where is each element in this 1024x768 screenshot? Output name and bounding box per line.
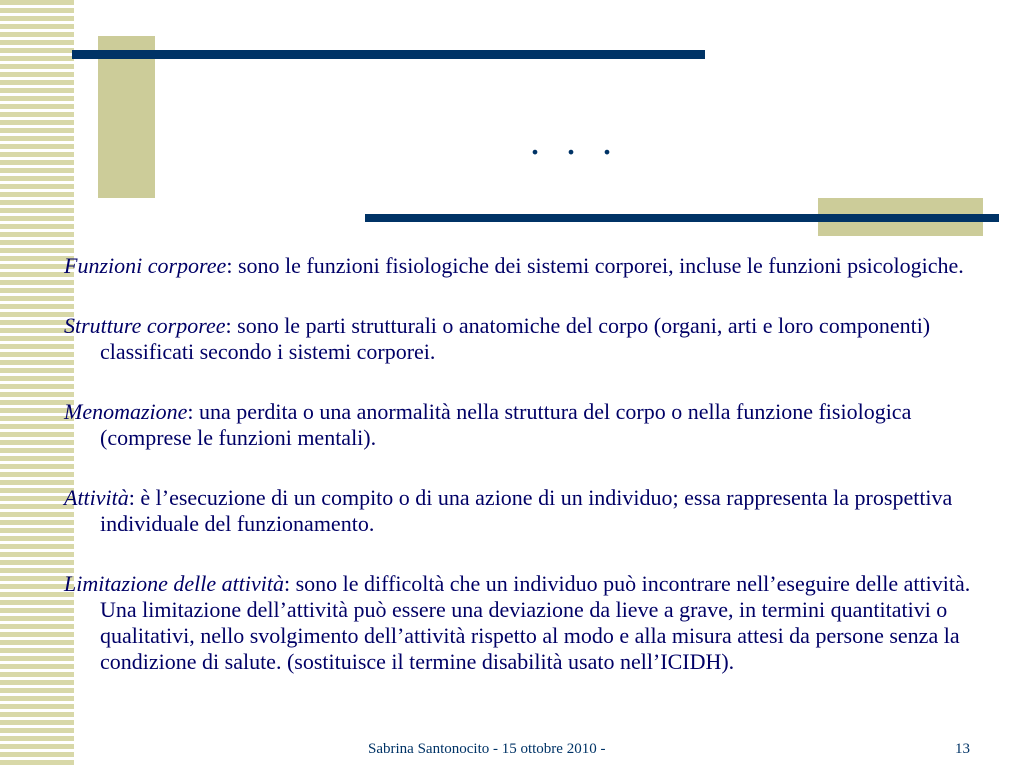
definition-limitazione-attivita — [64, 571, 994, 675]
definition-text: : sono le difficoltà che un individuo può incontrare nell’eseguire delle attività. Una limitazione dell’attività può essere una deviazione da lieve a grave, in termini quantitativi o qualitativi, nello svolgimento dell’attività rispetto al modo e alla misura attesi da persone senza la condizione di salute. (sostituisce il termine disabilità usato nell’ICIDH). — [100, 571, 971, 674]
definition-attivita — [64, 485, 994, 537]
decorative-block-left — [98, 36, 155, 198]
decorative-line-bottom — [365, 214, 999, 222]
definition-text: : è l’esecuzione di un compito o di una azione di un individuo; essa rappresenta la prospettiva individuale del funzionamento. — [100, 485, 953, 536]
left-stripe-decoration — [0, 0, 74, 768]
definition-menomazione — [64, 399, 994, 451]
definition-term: Menomazione — [64, 399, 188, 424]
definition-text: : una perdita o una anormalità nella struttura del corpo o nella funzione fisiologica (comprese le funzioni mentali). — [100, 399, 912, 450]
definition-strutture-corporee — [64, 313, 994, 365]
definition-text: : sono le parti strutturali o anatomiche del corpo (organi, arti e loro componenti) classificati secondo i sistemi corporei. — [100, 313, 931, 364]
slide-title: . . . — [530, 118, 620, 163]
definition-term: Attività — [64, 485, 129, 510]
definition-term: Strutture corporee — [64, 313, 226, 338]
footer-author-date: Sabrina Santonocito - 15 ottobre 2010 - — [368, 741, 606, 757]
page-number: 13 — [955, 741, 970, 757]
decorative-line-top — [72, 50, 705, 59]
definitions-list — [64, 253, 994, 675]
definition-text: : sono le funzioni fisiologiche dei sistemi corporei, incluse le funzioni psicologiche. — [226, 253, 964, 278]
definition-term: Funzioni corporee — [64, 253, 227, 278]
definition-funzioni-corporee — [64, 253, 994, 279]
definition-term: Limitazione delle attività — [64, 571, 284, 596]
